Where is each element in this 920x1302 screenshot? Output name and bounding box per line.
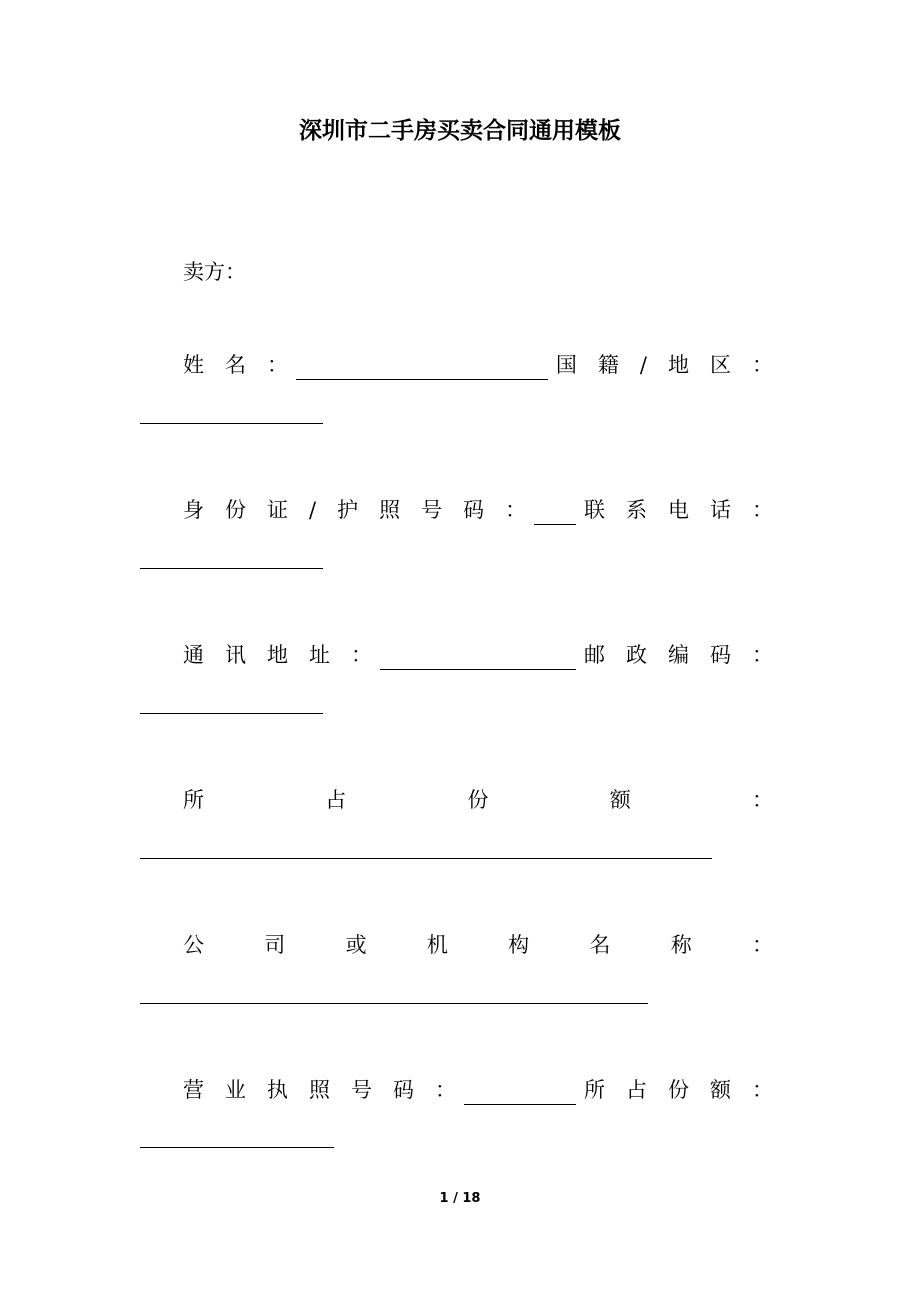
postcode-blank[interactable] — [140, 712, 323, 714]
postcode-label: 邮 政 编 码 ： — [584, 643, 773, 667]
share2-label: 所 占 份 额 ： — [584, 1078, 773, 1102]
share-char: ： — [752, 788, 773, 812]
id-row — [183, 495, 773, 525]
org-char: 名 — [589, 933, 611, 957]
phone-label: 联 系 电 话 ： — [584, 498, 773, 522]
org-char: ： — [751, 933, 773, 957]
org-char: 机 — [426, 933, 448, 957]
id-label: 身 份 证 / 护 照 号 码 ： — [183, 498, 527, 522]
org-char: 或 — [345, 933, 367, 957]
org-blank[interactable] — [140, 1002, 648, 1004]
seller-label: 卖方： — [183, 260, 246, 284]
share-blank[interactable] — [140, 857, 712, 859]
license-blank[interactable] — [464, 1082, 576, 1105]
address-label: 通 讯 地 址 ： — [183, 643, 372, 667]
phone-blank[interactable] — [140, 567, 323, 569]
name-label: 姓 名 ： — [183, 353, 288, 377]
document-title: 深圳市二手房买卖合同通用模板 — [299, 118, 621, 144]
org-char: 构 — [508, 933, 530, 957]
address-row — [183, 640, 773, 670]
license-label: 营 业 执 照 号 码 ： — [183, 1078, 456, 1102]
org-char: 司 — [264, 933, 286, 957]
org-char: 公 — [183, 933, 204, 957]
license-row — [183, 1075, 773, 1105]
share-char: 占 — [325, 788, 347, 812]
share-row — [183, 785, 773, 815]
page-number: 1 / 18 — [439, 1191, 481, 1206]
org-char: 称 — [670, 933, 692, 957]
nationality-blank[interactable] — [140, 422, 323, 424]
share-char: 所 — [183, 788, 204, 812]
share2-blank[interactable] — [140, 1146, 334, 1148]
id-blank[interactable] — [534, 502, 576, 525]
share-char: 份 — [467, 788, 489, 812]
share-char: 额 — [609, 788, 631, 812]
org-row — [183, 930, 773, 960]
nationality-label: 国 籍 / 地 区 ： — [555, 353, 773, 377]
address-blank[interactable] — [380, 647, 576, 670]
name-blank[interactable] — [296, 357, 548, 380]
name-row — [183, 350, 773, 380]
